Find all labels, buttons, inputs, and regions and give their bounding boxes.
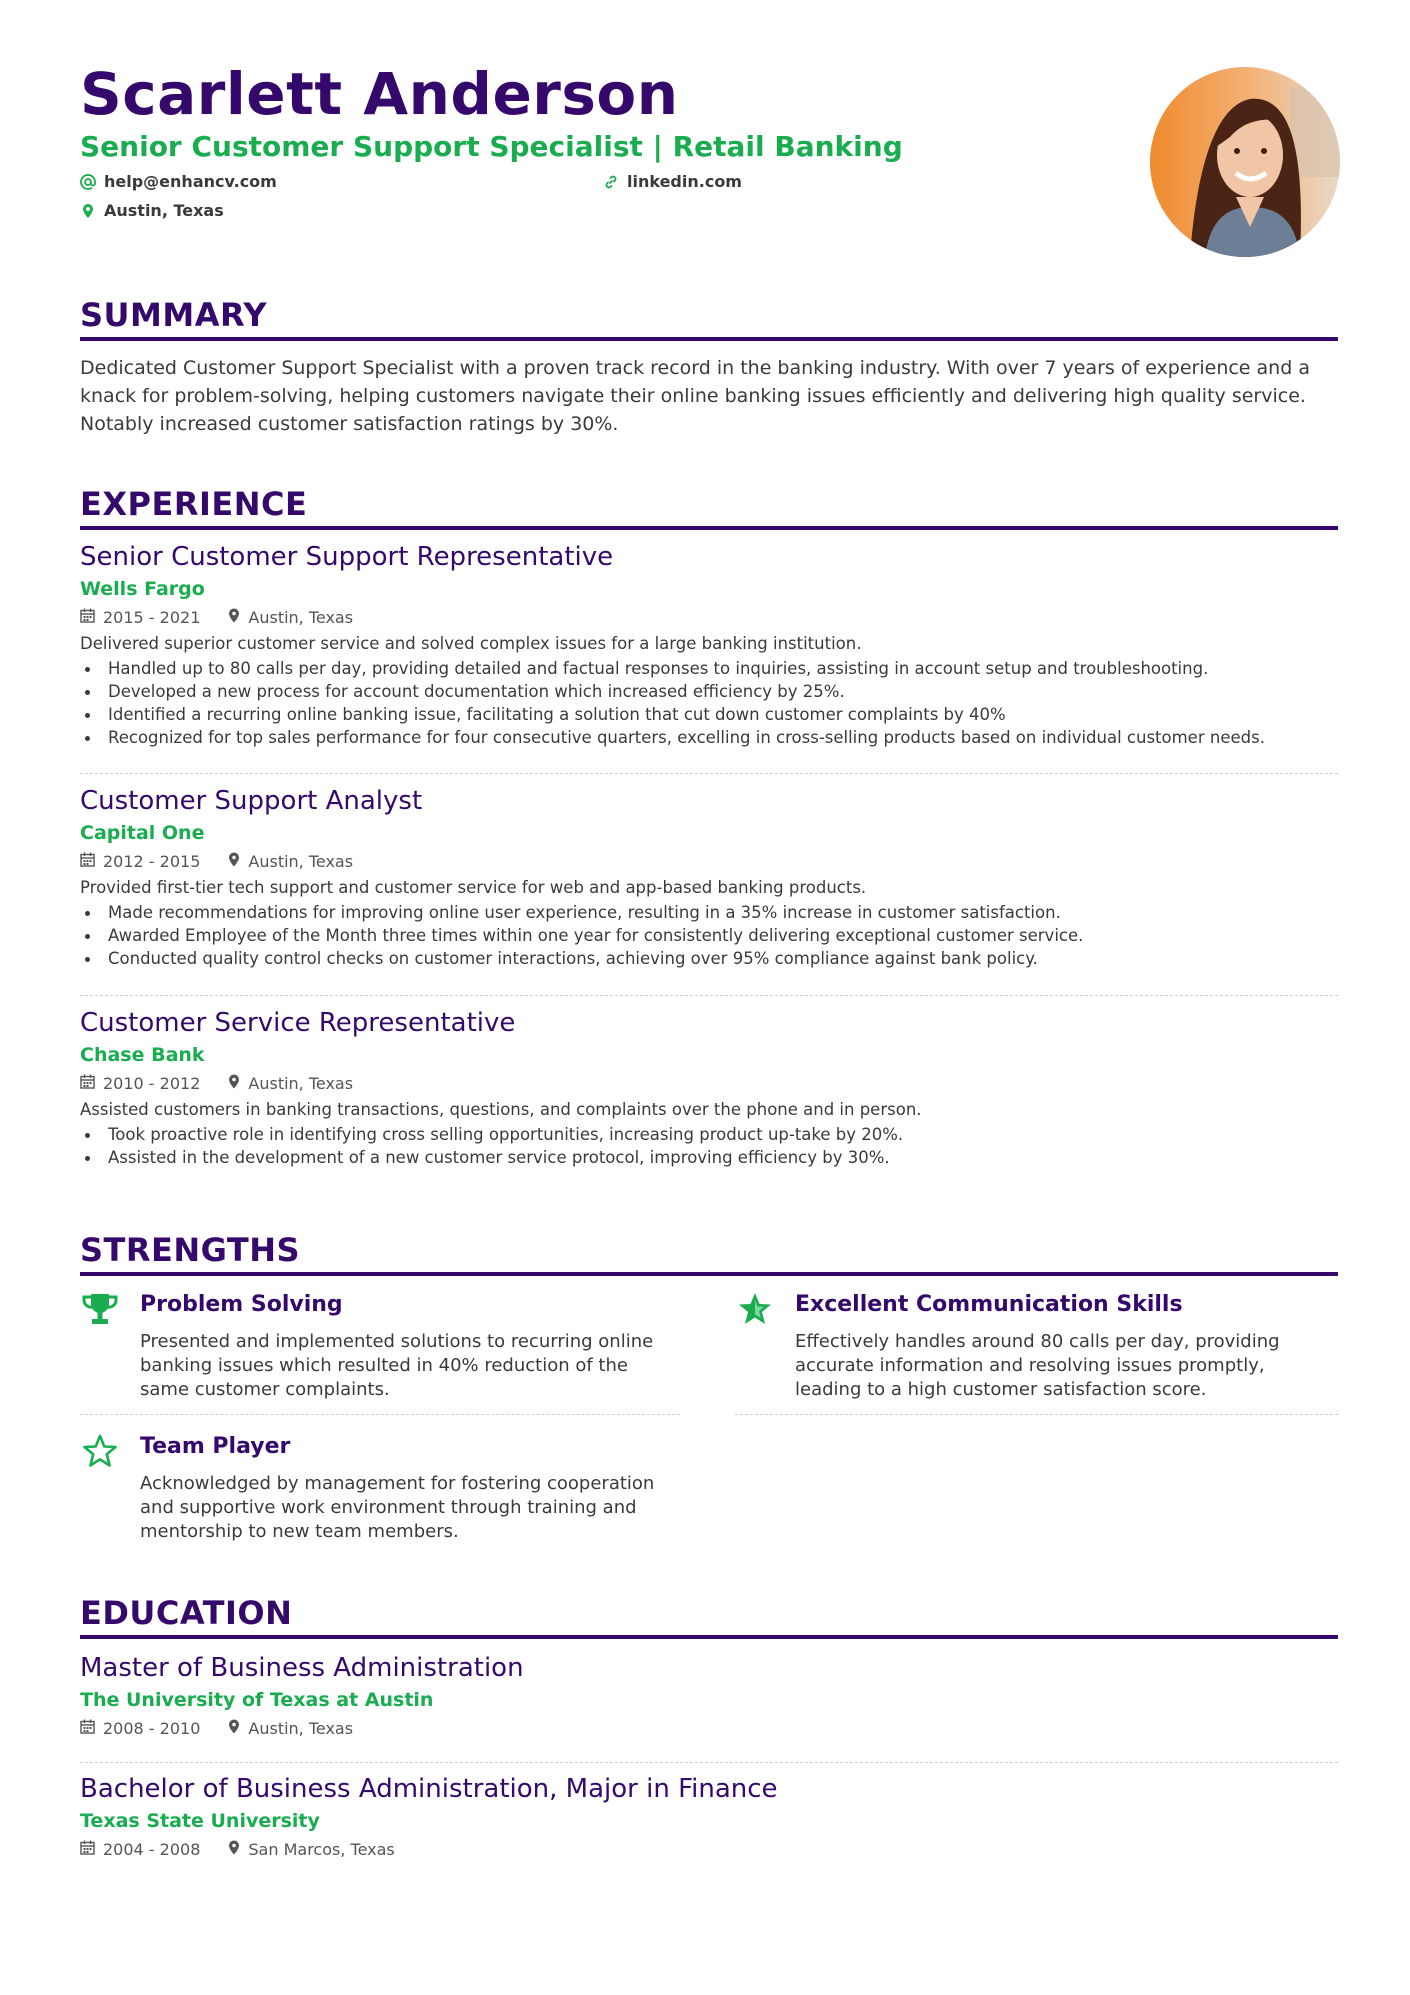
map-pin-icon [228, 852, 240, 871]
job-title: Customer Service Representative [80, 1008, 516, 1038]
strength-text: Acknowledged by management for fostering cooperation and supportive work environment through training and mentorship to new team members. [140, 1473, 655, 1542]
job-location: Austin, Texas [248, 608, 354, 627]
job-meta [80, 852, 1338, 871]
bullet-item: Awarded Employee of the Month three times within one year for consistently delivering exceptional customer service. [108, 924, 1338, 947]
degree-title: Master of Business Administration [80, 1653, 524, 1683]
profile-photo [1150, 67, 1340, 257]
job-meta [80, 1074, 1338, 1093]
job-bullets [80, 1123, 1338, 1169]
job-meta [80, 608, 1338, 627]
bullet-item: Conducted quality control checks on customer interactions, achieving over 95% compliance against bank policy. [108, 947, 1338, 970]
bullet-item: Handled up to 80 calls per day, providing detailed and factual responses to inquiries, assisting in account setup and troubleshooting. [108, 657, 1338, 680]
school-name[interactable]: The University of Texas at Austin [80, 1689, 434, 1711]
bullet-item: Made recommendations for improving online user experience, resulting in a 35% increase in customer satisfaction. [108, 901, 1338, 924]
at-icon [80, 174, 96, 190]
job-description: Delivered superior customer service and solved complex issues for a large banking institution. [80, 634, 862, 653]
education-location: San Marcos, Texas [248, 1840, 395, 1859]
strength-text: Presented and implemented solutions to recurring online banking issues which resulted in 40% reduction of the same customer complaints. [140, 1331, 654, 1400]
calendar-icon [80, 1840, 95, 1859]
experience-heading: EXPERIENCE [80, 485, 308, 523]
education-divider [80, 1635, 1338, 1639]
education-heading: EDUCATION [80, 1594, 293, 1632]
bullet-item: Recognized for top sales performance for four consecutive quarters, excelling in cross-selling products based on individual customer needs. [108, 726, 1338, 749]
strengths-divider [80, 1272, 1338, 1276]
strength-title: Team Player [140, 1434, 291, 1459]
summary-heading: SUMMARY [80, 296, 268, 334]
entry-divider [80, 995, 1338, 996]
company-name[interactable]: Wells Fargo [80, 578, 205, 600]
education-entry [80, 1774, 1338, 1859]
link-icon [603, 174, 619, 190]
job-title: Customer Support Analyst [80, 786, 423, 816]
email-text: help@enhancv.com [104, 172, 277, 191]
job-bullets [80, 901, 1338, 970]
job-dates: 2015 - 2021 [103, 608, 201, 627]
education-location: Austin, Texas [248, 1719, 354, 1738]
location-text: Austin, Texas [104, 201, 224, 220]
education-dates: 2004 - 2008 [103, 1840, 201, 1859]
job-dates: 2012 - 2015 [103, 852, 201, 871]
job-location: Austin, Texas [248, 1074, 354, 1093]
job-title: Senior Customer Support Representative [80, 542, 614, 572]
contact-location [80, 201, 224, 220]
calendar-icon [80, 852, 95, 871]
experience-entry [80, 1008, 1338, 1169]
calendar-icon [80, 1719, 95, 1738]
entry-divider [80, 1762, 1338, 1763]
education-meta [80, 1719, 1338, 1738]
job-location: Austin, Texas [248, 852, 354, 871]
calendar-icon [80, 608, 95, 627]
job-bullets [80, 657, 1338, 749]
candidate-headline: Senior Customer Support Specialist | Retail Banking [80, 130, 903, 163]
candidate-name: Scarlett Anderson [80, 60, 679, 128]
strengths-heading: STRENGTHS [80, 1231, 301, 1269]
bullet-item: Assisted in the development of a new customer service protocol, improving efficiency by 30%. [108, 1146, 1338, 1169]
summary-divider [80, 337, 1338, 341]
job-description: Assisted customers in banking transactions, questions, and complaints over the phone and in person. [80, 1100, 922, 1119]
linkedin-text: linkedin.com [627, 172, 742, 191]
strength-title: Problem Solving [140, 1292, 343, 1317]
summary-text: Dedicated Customer Support Specialist with a proven track record in the banking industry. With over 7 years of experience and a knack for problem-solving, helping customers navigate their online banking issues efficiently and delivering high quality service. Notably increased customer satisfaction ratings by 30%. [80, 357, 1310, 435]
education-dates: 2008 - 2010 [103, 1719, 201, 1738]
bullet-item: Developed a new process for account documentation which increased efficiency by 25%. [108, 680, 1338, 703]
degree-title: Bachelor of Business Administration, Major in Finance [80, 1774, 778, 1804]
map-pin-icon [228, 608, 240, 627]
map-pin-icon [228, 1074, 240, 1093]
job-dates: 2010 - 2012 [103, 1074, 201, 1093]
strength-divider [735, 1414, 1338, 1415]
experience-entry [80, 542, 1338, 749]
job-description: Provided first-tier tech support and customer service for web and app-based banking products. [80, 878, 867, 897]
company-name[interactable]: Chase Bank [80, 1044, 205, 1066]
experience-divider [80, 526, 1338, 530]
strength-text: Effectively handles around 80 calls per day, providing accurate information and resolving issues promptly, leading to a high customer satisfaction score. [795, 1331, 1280, 1400]
star-outline-icon [80, 1434, 120, 1468]
company-name[interactable]: Capital One [80, 822, 205, 844]
contact-email[interactable] [80, 172, 277, 191]
bullet-item: Identified a recurring online banking issue, facilitating a solution that cut down customer complaints by 40% [108, 703, 1338, 726]
trophy-icon [80, 1292, 120, 1326]
strength-divider [80, 1414, 680, 1415]
calendar-icon [80, 1074, 95, 1093]
map-pin-icon [228, 1719, 240, 1738]
entry-divider [80, 773, 1338, 774]
strength-title: Excellent Communication Skills [795, 1292, 1183, 1317]
star-icon [735, 1292, 775, 1326]
map-pin-icon [80, 203, 96, 219]
bullet-item: Took proactive role in identifying cross selling opportunities, increasing product up-take by 20%. [108, 1123, 1338, 1146]
school-name[interactable]: Texas State University [80, 1810, 320, 1832]
education-meta [80, 1840, 1338, 1859]
education-entry [80, 1653, 1338, 1738]
experience-entry [80, 786, 1338, 970]
map-pin-icon [228, 1840, 240, 1859]
contact-linkedin[interactable] [603, 172, 742, 191]
